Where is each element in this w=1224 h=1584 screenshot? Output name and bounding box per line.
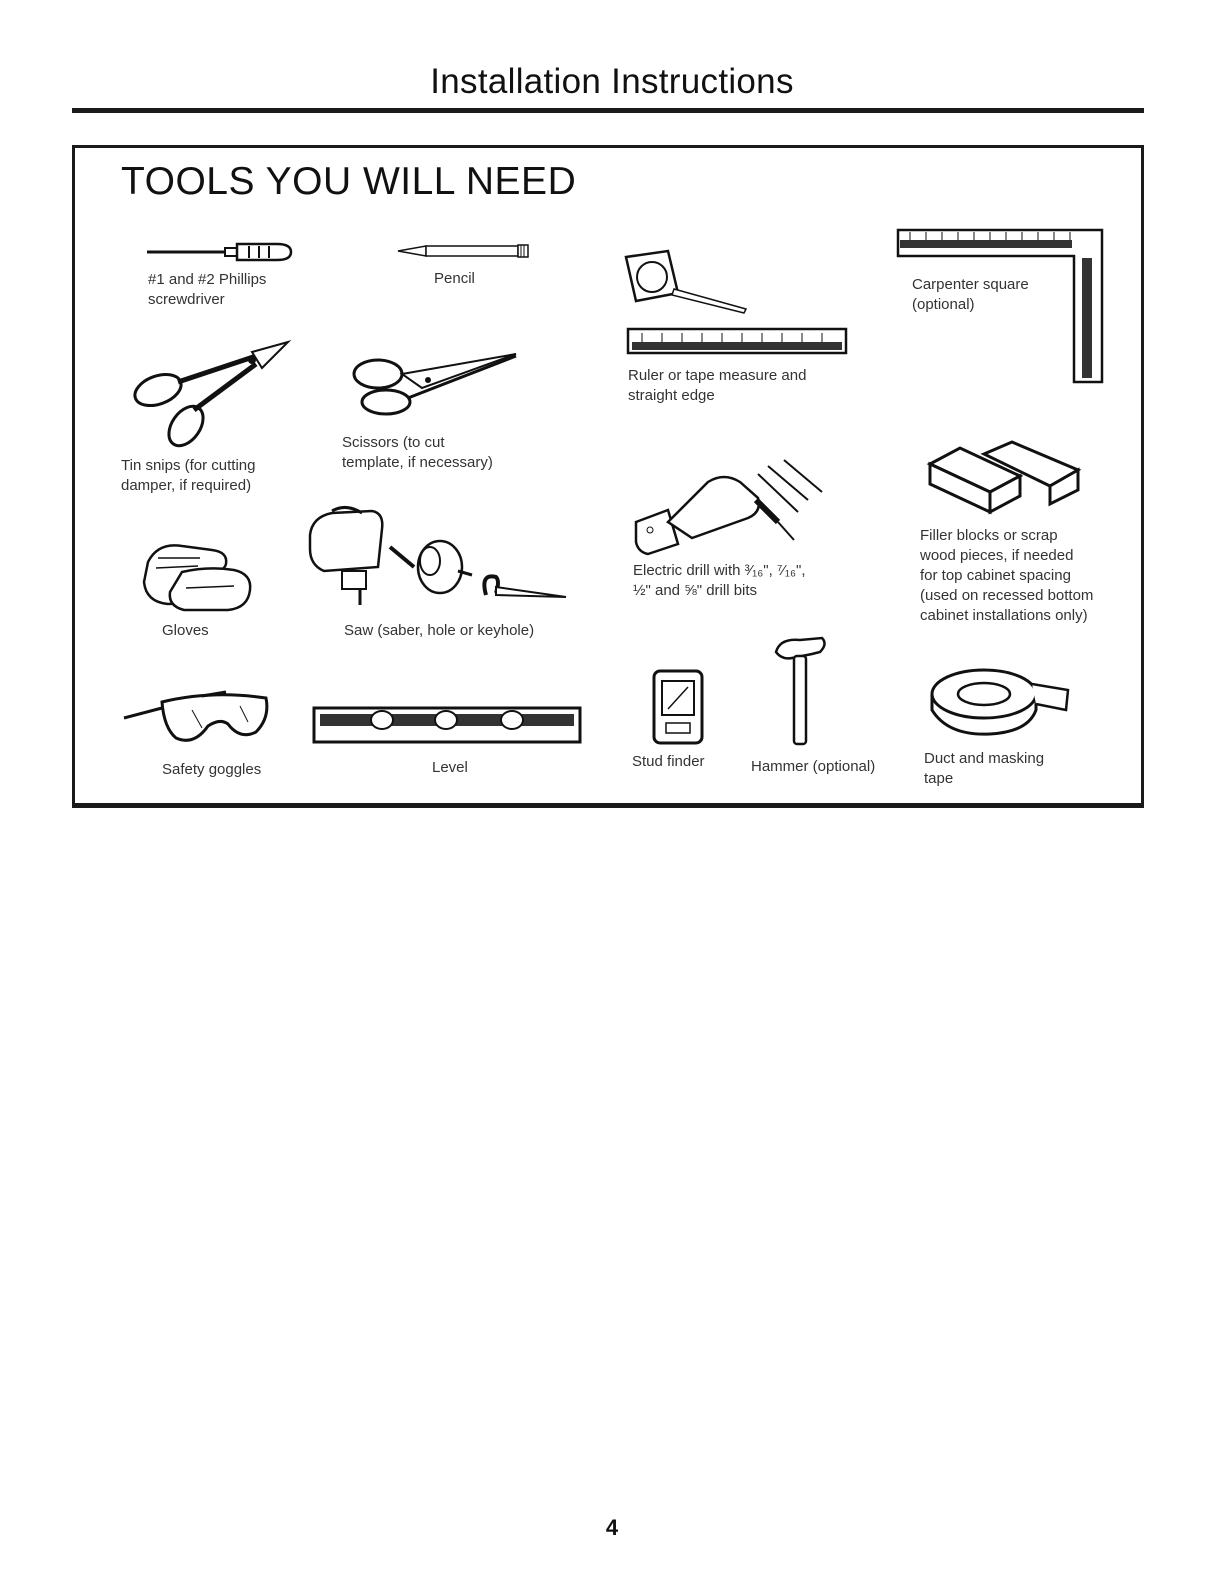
tape-label: Duct and masking tape <box>924 750 1045 787</box>
tape-measure-label: Ruler or tape measure and straight edge <box>628 367 807 404</box>
level-icon <box>312 700 584 746</box>
screwdriver-icon <box>145 240 295 264</box>
tape-roll-icon <box>928 664 1073 738</box>
tin-snips-icon <box>128 338 293 448</box>
hammer-icon <box>772 634 832 748</box>
pencil-label: Pencil <box>434 270 475 287</box>
pencil-icon <box>396 243 531 259</box>
drill-label: Electric drill with ³⁄₁₆", ⁷⁄₁₆", ½" and ⅝" drill bits <box>633 562 806 599</box>
header-divider <box>72 108 1144 113</box>
carpenter-square-label: Carpenter square (optional) <box>912 276 1029 313</box>
saw-icon <box>302 505 572 607</box>
scissors-icon <box>350 348 520 420</box>
scissors-label: Scissors (to cut template, if necessary) <box>342 434 493 471</box>
tin-snips-label: Tin snips (for cutting damper, if required) <box>121 457 256 494</box>
section-title: TOOLS YOU WILL NEED <box>121 160 577 203</box>
level-label: Level <box>432 759 468 776</box>
hammer-label: Hammer (optional) <box>751 758 876 775</box>
page-title: Installation Instructions <box>430 62 794 101</box>
drill-icon <box>628 452 828 558</box>
stud-finder-icon <box>650 667 706 747</box>
page-number: 4 <box>605 1515 619 1540</box>
saw-label: Saw (saber, hole or keyhole) <box>344 622 535 639</box>
screwdriver-label: #1 and #2 Phillips screwdriver <box>148 271 267 308</box>
safety-goggles-label: Safety goggles <box>162 761 262 778</box>
stud-finder-label: Stud finder <box>632 753 705 770</box>
gloves-label: Gloves <box>162 622 209 639</box>
gloves-icon <box>138 532 256 614</box>
filler-blocks-icon <box>924 440 1084 514</box>
tape-measure-icon <box>622 245 852 360</box>
safety-goggles-icon <box>122 688 272 750</box>
filler-blocks-label: Filler blocks or scrap wood pieces, if needed for top cabinet spacing (used on recessed bottom cabinet installations only) <box>920 527 1094 624</box>
